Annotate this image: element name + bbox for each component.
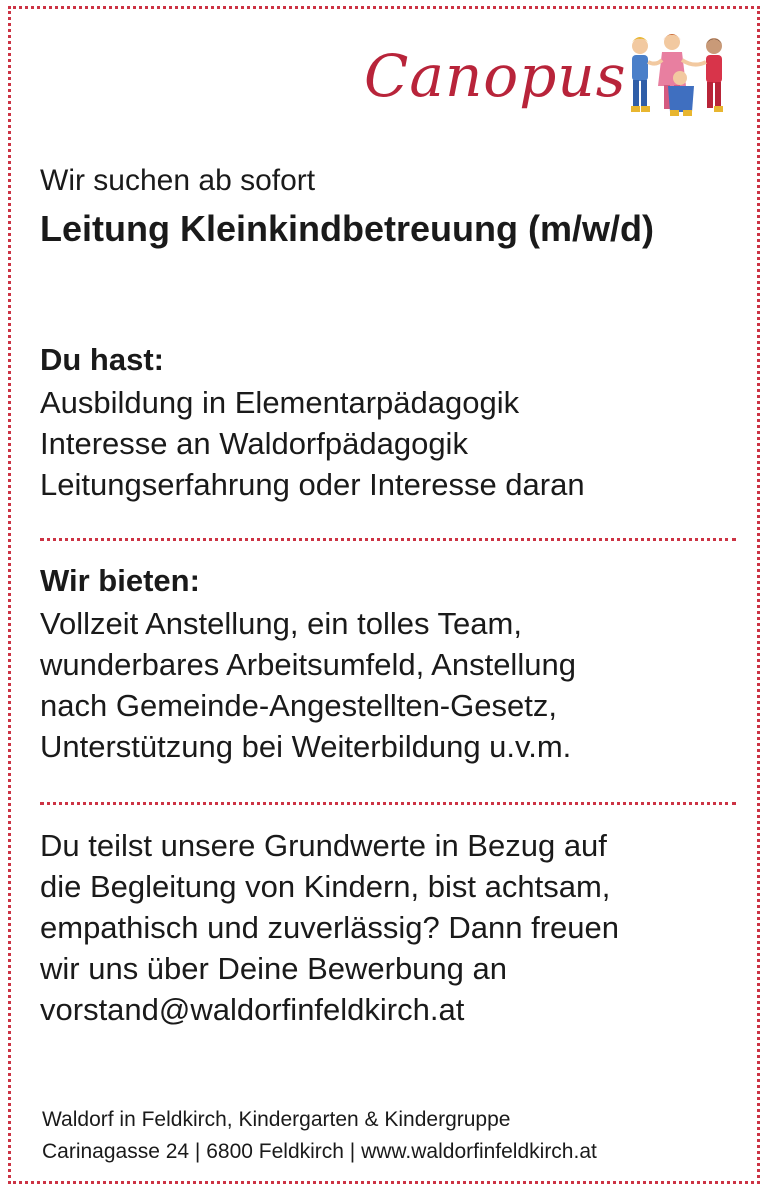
requirement-line: Leitungserfahrung oder Interesse daran (40, 467, 585, 502)
requirements-section (40, 342, 742, 505)
intro-text: Wir suchen ab sofort (40, 164, 316, 197)
contact-email: vorstand@waldorfinfeldkirch.at (40, 992, 465, 1027)
closing-line: wir uns über Deine Bewerbung an (40, 951, 507, 986)
section-divider (40, 802, 736, 805)
offer-line: Vollzeit Anstellung, ein tolles Team, (40, 606, 522, 641)
children-circle-icon (622, 30, 734, 122)
footer-organization: Waldorf in Feldkirch, Kindergarten & Kindergruppe (42, 1108, 511, 1131)
closing-line: empathisch und zuverlässig? Dann freuen (40, 910, 620, 945)
requirement-line: Ausbildung in Elementarpädagogik (40, 385, 520, 420)
footer-address: Carinagasse 24 | 6800 Feldkirch | www.waldorfinfeldkirch.at (42, 1140, 597, 1163)
requirement-line: Interesse an Waldorfpädagogik (40, 426, 468, 461)
closing-line: Du teilst unsere Grundwerte in Bezug auf (40, 828, 607, 863)
logo-text: Canopus (364, 42, 627, 110)
canopus-logo (360, 30, 740, 130)
requirements-heading: Du hast: (40, 342, 164, 377)
job-headline: Leitung Kleinkindbetreuung (m/w/d) (40, 208, 654, 249)
offer-line: nach Gemeinde-Angestellten-Gesetz, (40, 688, 557, 723)
closing-line: die Begleitung von Kindern, bist achtsam, (40, 869, 611, 904)
section-divider (40, 538, 736, 541)
footer (42, 1104, 597, 1168)
offer-line: wunderbares Arbeitsumfeld, Anstellung (40, 647, 576, 682)
offer-line: Unterstützung bei Weiterbildung u.v.m. (40, 729, 572, 764)
offer-heading: Wir bieten: (40, 563, 200, 598)
offer-section (40, 563, 742, 767)
closing-section (40, 825, 742, 1030)
